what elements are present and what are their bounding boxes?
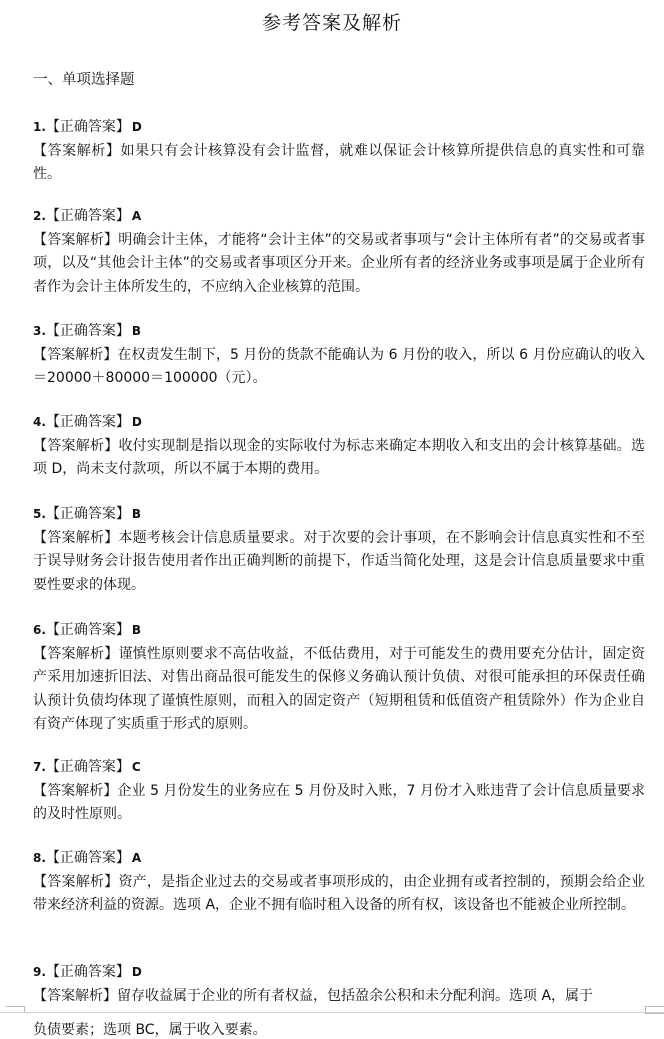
explanation-label: 【答案解析】 bbox=[33, 529, 119, 546]
question-number: 1. bbox=[33, 120, 46, 134]
explanation-label: 【答案解析】 bbox=[33, 873, 119, 890]
answer-line bbox=[33, 411, 645, 435]
explanation-text: 如果只有会计核算没有会计监督，就难以保证会计核算所提供信息的真实性和可靠性。 bbox=[33, 142, 646, 182]
answer-line bbox=[33, 756, 645, 780]
answer-letter: A bbox=[131, 209, 142, 223]
answer-label: 【正确答案】 bbox=[45, 506, 130, 522]
question-number: 7. bbox=[33, 760, 46, 774]
question-number: 5. bbox=[33, 507, 46, 521]
explanation-text: 本题考核会计信息质量要求。对于次要的会计事项，在不影响会计信息真实性和不至于误导财务会计报告使用者作出正确判断的前提下，作适当简化处理，这是会计信息质量要求中重要性要求的体现。 bbox=[33, 529, 646, 593]
answer-letter: B bbox=[131, 507, 142, 521]
answer-line bbox=[33, 503, 645, 527]
explanation bbox=[33, 780, 645, 827]
explanation-label: 【答案解析】 bbox=[33, 142, 121, 159]
answer-label: 【正确答案】 bbox=[45, 964, 130, 980]
explanation bbox=[33, 344, 645, 391]
answer-label: 【正确答案】 bbox=[45, 323, 130, 339]
answer-label: 【正确答案】 bbox=[45, 119, 130, 135]
answer-label: 【正确答案】 bbox=[45, 622, 130, 638]
answer-label: 【正确答案】 bbox=[45, 414, 130, 430]
answer-letter: D bbox=[131, 415, 142, 429]
explanation-text: 资产，是指企业过去的交易或者事项形成的，由企业拥有或者控制的，预期会给企业带来经济利益的资源。选项 A，企业不拥有临时租入设备的所有权，该设备也不能被企业所控制。 bbox=[33, 873, 646, 913]
explanation-label: 【答案解析】 bbox=[33, 782, 118, 799]
explanation-label: 【答案解析】 bbox=[33, 987, 117, 1004]
explanation bbox=[33, 140, 645, 187]
answer-line bbox=[33, 205, 645, 229]
explanation-text: 在权责发生制下，5 月份的货款不能确认为 6 月份的收入，所以 6 月份应确认的收入＝20000＋80000＝100000（元）。 bbox=[33, 346, 645, 386]
explanation bbox=[33, 229, 645, 300]
section-heading: 一、单项选择题 bbox=[33, 72, 135, 88]
page-break-divider bbox=[0, 1012, 664, 1013]
answer-label: 【正确答案】 bbox=[45, 850, 130, 866]
explanation-text: 谨慎性原则要求不高估收益，不低估费用，对于可能发生的费用要充分估计，固定资产采用加速折旧法、对售出商品很可能发生的保修义务确认预计负债、对很可能承担的环保责任确认预计负债均体现了谨慎性原则，而租入的固定资产（短期租赁和低值资产租赁除外）作为企业自有资产体现了实质重于形式的原则。 bbox=[33, 645, 646, 732]
explanation bbox=[33, 985, 645, 1009]
question-9 bbox=[33, 961, 645, 1008]
explanation bbox=[33, 643, 645, 737]
answer-letter: D bbox=[131, 120, 142, 134]
answer-line bbox=[33, 116, 645, 140]
answer-label: 【正确答案】 bbox=[45, 208, 130, 224]
answer-letter: B bbox=[131, 324, 142, 338]
explanation-label: 【答案解析】 bbox=[33, 437, 119, 454]
explanation bbox=[33, 435, 645, 482]
question-2 bbox=[33, 205, 645, 299]
question-5 bbox=[33, 503, 645, 597]
page-margin-marker-right bbox=[645, 1006, 664, 1014]
explanation-continued: 负债要素；选项 BC，属于收入要素。 bbox=[33, 1022, 267, 1038]
question-number: 8. bbox=[33, 851, 46, 865]
question-number: 4. bbox=[33, 415, 46, 429]
answer-label: 【正确答案】 bbox=[45, 759, 130, 775]
answer-line bbox=[33, 961, 645, 985]
answer-line bbox=[33, 619, 645, 643]
explanation-label: 【答案解析】 bbox=[33, 645, 119, 662]
document-title: 参考答案及解析 bbox=[261, 12, 402, 34]
question-number: 9. bbox=[33, 965, 46, 979]
answer-letter: B bbox=[131, 623, 142, 637]
answer-line bbox=[33, 320, 645, 344]
explanation-text: 明确会计主体，才能将“会计主体”的交易或者事项与“会计主体所有者”的交易或者事项，以及“其他会计主体”的交易或者事项区分开来。企业所有者的经济业务或事项是属于企业所有者作为会计主体所发生的，不应纳入企业核算的范围。 bbox=[33, 231, 646, 295]
question-3 bbox=[33, 320, 645, 391]
question-8 bbox=[33, 847, 645, 918]
explanation-text: 企业 5 月份发生的业务应在 5 月份及时入账，7 月份才入账违背了会计信息质量要求的及时性原则。 bbox=[33, 782, 645, 822]
question-number: 3. bbox=[33, 324, 46, 338]
explanation-text: 留存收益属于企业的所有者权益，包括盈余公积和未分配利润。选项 A，属于 bbox=[117, 987, 594, 1004]
explanation-label: 【答案解析】 bbox=[33, 346, 118, 363]
answer-letter: C bbox=[131, 760, 141, 774]
explanation bbox=[33, 871, 645, 918]
explanation-label: 【答案解析】 bbox=[33, 231, 119, 248]
answer-line bbox=[33, 847, 645, 871]
answer-letter: D bbox=[131, 965, 142, 979]
question-number: 6. bbox=[33, 623, 46, 637]
question-1 bbox=[33, 116, 645, 187]
question-6 bbox=[33, 619, 645, 737]
question-4 bbox=[33, 411, 645, 482]
question-7 bbox=[33, 756, 645, 827]
question-number: 2. bbox=[33, 209, 46, 223]
explanation bbox=[33, 527, 645, 598]
answer-letter: A bbox=[131, 851, 142, 865]
explanation-text: 收付实现制是指以现金的实际收付为标志来确定本期收入和支出的会计核算基础。选项 D，尚未支付款项，所以不属于本期的费用。 bbox=[33, 437, 646, 477]
